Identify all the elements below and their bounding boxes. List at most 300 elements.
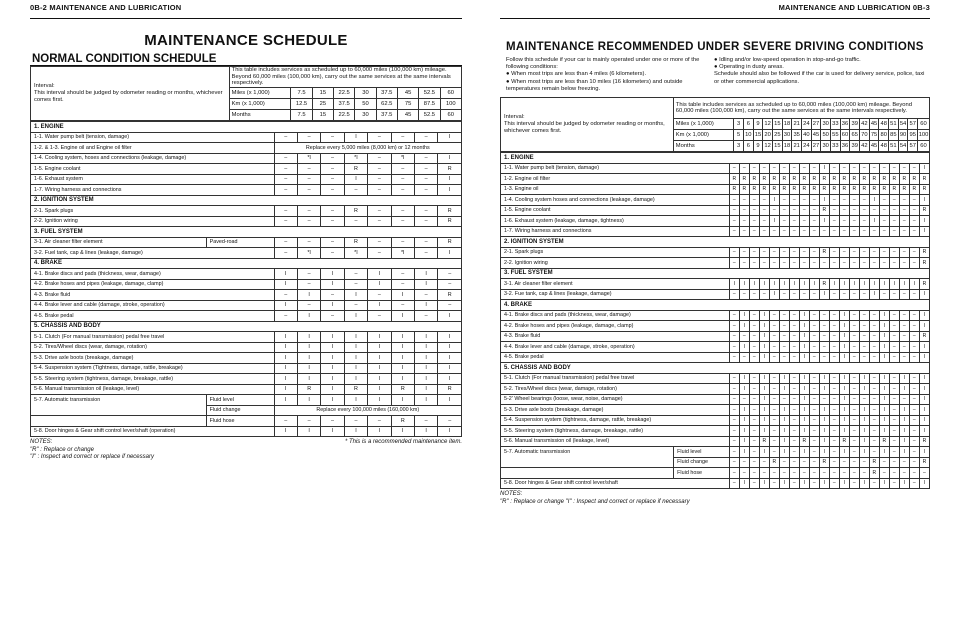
schedule-mark: I [368, 300, 391, 311]
schedule-mark: – [789, 216, 799, 227]
schedule-mark: I [919, 384, 929, 395]
interval-value: 95 [908, 130, 918, 141]
schedule-mark: – [274, 416, 297, 427]
schedule-mark: – [899, 342, 909, 353]
schedule-mark: I [779, 415, 789, 426]
schedule-mark: R [391, 416, 414, 427]
schedule-mark: I [438, 426, 462, 437]
schedule-mark: R [739, 174, 749, 185]
schedule-mark: R [879, 436, 889, 447]
schedule-mark: I [344, 426, 367, 437]
schedule-mark: I [274, 332, 297, 343]
schedule-mark: – [859, 321, 869, 332]
schedule-mark: – [739, 226, 749, 237]
interval-value: 50 [355, 99, 376, 110]
schedule-mark: – [769, 384, 779, 395]
schedule-mark: – [368, 290, 391, 301]
schedule-mark: – [391, 174, 414, 185]
schedule-mark: *I [297, 153, 320, 164]
schedule-row [31, 332, 462, 343]
interval-value: 60 [440, 88, 461, 99]
schedule-item: 3-2. Fuel tank, cap & lines (leakage, damage) [31, 248, 275, 259]
interval-value: 36 [840, 141, 850, 152]
schedule-row [501, 247, 930, 258]
schedule-mark: – [869, 331, 879, 342]
schedule-mark: – [344, 279, 367, 290]
schedule-mark: – [729, 205, 739, 216]
schedule-row [501, 436, 930, 447]
schedule-mark: I [739, 436, 749, 447]
interval-value: 39 [850, 141, 860, 152]
interval-value: 42 [860, 141, 870, 152]
schedule-mark: – [729, 289, 739, 300]
interval-value: 87.5 [419, 99, 440, 110]
schedule-mark: I [779, 405, 789, 416]
interval-value: 10 [743, 130, 753, 141]
schedule-mark: I [899, 405, 909, 416]
schedule-mark: I [344, 353, 367, 364]
schedule-mark: – [779, 163, 789, 174]
schedule-mark: – [829, 468, 839, 479]
interval-value: 30 [821, 141, 831, 152]
schedule-mark: – [839, 205, 849, 216]
schedule-mark: I [769, 216, 779, 227]
schedule-mark: I [391, 332, 414, 343]
schedule-mark: I [869, 216, 879, 227]
schedule-mark: I [869, 195, 879, 206]
schedule-mark: – [739, 394, 749, 405]
section-row [31, 122, 462, 133]
schedule-mark: R [919, 247, 929, 258]
schedule-mark: – [749, 163, 759, 174]
schedule-mark: I [859, 373, 869, 384]
schedule-mark: – [879, 247, 889, 258]
note-r: "R" : Replace or change [30, 446, 94, 453]
interval-value: 33 [831, 141, 841, 152]
schedule-mark: – [829, 321, 839, 332]
schedule-item [31, 405, 207, 416]
schedule-mark: I [789, 279, 799, 290]
schedule-mark: – [869, 384, 879, 395]
schedule-mark: I [759, 342, 769, 353]
schedule-mark: – [749, 447, 759, 458]
schedule-mark: – [779, 247, 789, 258]
schedule-mark: – [729, 331, 739, 342]
schedule-row [501, 468, 930, 479]
schedule-mark: – [849, 478, 859, 489]
interval-value: 100 [918, 130, 930, 141]
schedule-mark: – [391, 206, 414, 217]
section-row [31, 321, 462, 332]
schedule-mark: – [899, 321, 909, 332]
schedule-mark: I [919, 321, 929, 332]
schedule-mark: – [839, 289, 849, 300]
schedule-mark: – [879, 195, 889, 206]
schedule-item: 5-8. Door hinges & Gear shift control lever/shaft [501, 478, 730, 489]
schedule-mark: I [274, 353, 297, 364]
schedule-mark: I [859, 279, 869, 290]
schedule-mark: I [759, 373, 769, 384]
schedule-mark: R [344, 237, 367, 248]
schedule-item: 5-4. Suspension system (tightness, damage, rattle, breakage) [501, 415, 730, 426]
schedule-mark: – [849, 205, 859, 216]
schedule-item: 4-4. Brake lever and cable (damage, stroke, operation) [31, 300, 275, 311]
schedule-mark: – [391, 300, 414, 311]
schedule-mark: R [919, 174, 929, 185]
interval-value: 33 [831, 119, 841, 130]
schedule-mark: – [909, 415, 919, 426]
schedule-item: 4-3. Brake fluid [31, 290, 275, 301]
interval-value: 60 [440, 110, 461, 121]
schedule-item: 5-3. Drive axle boots (breakage, damage) [501, 405, 730, 416]
schedule-mark: R [297, 384, 320, 395]
schedule-mark: R [869, 468, 879, 479]
schedule-mark: – [809, 331, 819, 342]
schedule-mark: – [849, 436, 859, 447]
schedule-mark: R [919, 205, 929, 216]
schedule-mark: – [799, 247, 809, 258]
schedule-mark: I [779, 426, 789, 437]
schedule-mark: – [769, 447, 779, 458]
schedule-mark: I [799, 321, 809, 332]
schedule-row [31, 311, 462, 322]
schedule-mark: I [414, 353, 437, 364]
schedule-mark: – [829, 405, 839, 416]
schedule-row [31, 132, 462, 143]
schedule-mark: I [779, 436, 789, 447]
schedule-mark: I [438, 132, 462, 143]
schedule-mark: – [779, 310, 789, 321]
schedule-mark: – [759, 226, 769, 237]
schedule-mark: – [779, 321, 789, 332]
schedule-mark: R [839, 174, 849, 185]
schedule-row [501, 279, 930, 290]
schedule-mark: – [839, 457, 849, 468]
schedule-mark: – [414, 164, 437, 175]
schedule-mark: I [739, 405, 749, 416]
schedule-mark: I [799, 426, 809, 437]
schedule-mark: I [391, 426, 414, 437]
schedule-mark: I [909, 279, 919, 290]
schedule-mark: – [869, 478, 879, 489]
schedule-item: 4-5. Brake pedal [501, 352, 730, 363]
schedule-mark: – [739, 247, 749, 258]
schedule-mark: – [414, 237, 437, 248]
interval-value: 51 [889, 119, 899, 130]
schedule-mark: R [919, 457, 929, 468]
schedule-mark: – [779, 289, 789, 300]
schedule-mark: – [909, 163, 919, 174]
schedule-mark: – [869, 394, 879, 405]
schedule-mark: – [297, 269, 320, 280]
schedule-mark: I [729, 279, 739, 290]
interval-value: 3 [734, 141, 744, 152]
schedule-row [31, 153, 462, 164]
schedule-mark: – [889, 405, 899, 416]
schedule-mark: – [829, 247, 839, 258]
schedule-mark: I [321, 395, 344, 406]
schedule-mark: – [869, 321, 879, 332]
schedule-mark: – [849, 331, 859, 342]
schedule-mark: – [759, 247, 769, 258]
schedule-mark: R [749, 174, 759, 185]
schedule-mark: – [297, 416, 320, 427]
schedule-mark: I [919, 394, 929, 405]
schedule-item: 1-3. Engine oil [501, 184, 730, 195]
schedule-item: 4-3. Brake fluid [501, 331, 730, 342]
schedule-mark: I [344, 332, 367, 343]
schedule-item: 2-1. Spark plugs [501, 247, 730, 258]
schedule-mark: I [839, 321, 849, 332]
schedule-mark: – [344, 269, 367, 280]
schedule-mark: – [859, 310, 869, 321]
schedule-mark: – [789, 163, 799, 174]
schedule-mark: I [919, 415, 929, 426]
schedule-mark: – [789, 195, 799, 206]
schedule-mark: I [839, 405, 849, 416]
schedule-mark: I [799, 373, 809, 384]
schedule-mark: – [839, 226, 849, 237]
schedule-mark: – [739, 205, 749, 216]
schedule-mark: – [414, 174, 437, 185]
schedule-mark: – [859, 163, 869, 174]
schedule-mark: R [344, 164, 367, 175]
schedule-mark: I [759, 384, 769, 395]
schedule-mark: I [368, 384, 391, 395]
schedule-mark: – [769, 352, 779, 363]
interval-value: 50 [821, 130, 831, 141]
schedule-row [31, 374, 462, 385]
schedule-mark: I [368, 332, 391, 343]
schedule-mark: – [909, 478, 919, 489]
schedule-mark: R [344, 206, 367, 217]
section-row [501, 300, 930, 311]
schedule-mark: R [899, 184, 909, 195]
schedule-mark: – [889, 205, 899, 216]
running-head-right: MAINTENANCE AND LUBRICATION 0B-3 [500, 0, 930, 19]
schedule-mark: R [919, 258, 929, 269]
schedule-mark: I [297, 311, 320, 322]
schedule-mark: – [739, 457, 749, 468]
schedule-item: 5-8. Door hinges & Gear shift control lever/shaft (operation) [31, 426, 275, 437]
severe-interval-header-table [500, 97, 930, 152]
schedule-mark: – [321, 185, 344, 196]
schedule-mark: R [438, 206, 462, 217]
schedule-mark: – [321, 206, 344, 217]
schedule-mark: – [414, 216, 437, 227]
interval-label: Km (x 1,000) [673, 130, 734, 141]
schedule-mark: – [849, 342, 859, 353]
interval-value: 54 [898, 119, 908, 130]
schedule-mark: I [438, 353, 462, 364]
schedule-mark: – [809, 310, 819, 321]
schedule-mark: I [919, 352, 929, 363]
schedule-mark: – [889, 310, 899, 321]
schedule-mark: I [879, 405, 889, 416]
schedule-mark: I [779, 279, 789, 290]
schedule-mark: – [889, 373, 899, 384]
section-row [501, 237, 930, 248]
schedule-mark: I [879, 321, 889, 332]
schedule-mark: – [739, 352, 749, 363]
interval-value: 30 [821, 119, 831, 130]
schedule-mark: – [859, 205, 869, 216]
section-heading: 4. BRAKE [31, 258, 462, 269]
schedule-mark: – [274, 132, 297, 143]
schedule-mark: I [849, 279, 859, 290]
schedule-mark: – [749, 478, 759, 489]
schedule-mark: – [899, 468, 909, 479]
schedule-mark: I [899, 384, 909, 395]
schedule-mark: I [297, 342, 320, 353]
interval-value: 70 [860, 130, 870, 141]
schedule-mark: – [739, 331, 749, 342]
schedule-item: 1-4. Cooling system, hoses and connections (leakage, damage) [31, 153, 275, 164]
schedule-mark: – [909, 289, 919, 300]
schedule-mark: – [889, 258, 899, 269]
schedule-mark: – [789, 342, 799, 353]
interval-value: 52.5 [419, 88, 440, 99]
schedule-mark: I [879, 373, 889, 384]
schedule-mark: – [909, 447, 919, 458]
severe-notes [500, 491, 930, 506]
interval-value: 37.5 [376, 88, 397, 99]
schedule-item: 5-7. Automatic transmission [501, 447, 674, 458]
schedule-item: 5-5. Steering system (tightness, damage, breakage, rattle) [31, 374, 275, 385]
schedule-mark: – [829, 216, 839, 227]
schedule-mark: I [829, 279, 839, 290]
schedule-mark: R [849, 184, 859, 195]
notes-label: NOTES: [30, 439, 53, 445]
schedule-mark: – [829, 352, 839, 363]
schedule-mark: I [779, 447, 789, 458]
schedule-mark: – [809, 447, 819, 458]
schedule-mark: – [769, 415, 779, 426]
schedule-mark: – [859, 468, 869, 479]
interval-value: 3 [734, 119, 744, 130]
schedule-mark: – [789, 415, 799, 426]
schedule-mark: I [889, 279, 899, 290]
schedule-mark: – [849, 226, 859, 237]
schedule-mark: – [391, 269, 414, 280]
schedule-mark: – [879, 457, 889, 468]
schedule-row [31, 426, 462, 437]
schedule-mark: – [759, 163, 769, 174]
schedule-mark: I [919, 289, 929, 300]
schedule-mark: – [749, 342, 759, 353]
schedule-mark: I [819, 415, 829, 426]
schedule-mark: – [819, 310, 829, 321]
schedule-mark: – [749, 352, 759, 363]
schedule-mark: R [809, 174, 819, 185]
schedule-mark: I [438, 332, 462, 343]
schedule-mark: – [909, 373, 919, 384]
schedule-mark: – [849, 384, 859, 395]
schedule-mark: – [829, 226, 839, 237]
schedule-mark: I [799, 279, 809, 290]
schedule-mark: I [297, 290, 320, 301]
schedule-row [31, 353, 462, 364]
schedule-mark: – [779, 352, 789, 363]
schedule-mark: – [749, 394, 759, 405]
schedule-mark: R [879, 174, 889, 185]
schedule-mark: – [769, 163, 779, 174]
schedule-mark: I [839, 426, 849, 437]
interval-value: 54 [898, 141, 908, 152]
schedule-mark: I [414, 332, 437, 343]
schedule-mark: I [759, 478, 769, 489]
schedule-mark: I [759, 426, 769, 437]
schedule-mark: I [759, 405, 769, 416]
schedule-mark: – [899, 394, 909, 405]
schedule-item: 3-1. Air cleaner filter element [31, 237, 207, 248]
interval-value: 85 [889, 130, 899, 141]
schedule-subitem: Fluid level [674, 447, 730, 458]
interval-value: 100 [440, 99, 461, 110]
schedule-mark: – [889, 195, 899, 206]
schedule-mark: I [799, 310, 809, 321]
schedule-mark: – [769, 394, 779, 405]
left-page [0, 0, 470, 621]
schedule-mark: R [819, 184, 829, 195]
schedule-mark: – [879, 163, 889, 174]
schedule-mark: I [799, 415, 809, 426]
interval-value: 57 [908, 119, 918, 130]
schedule-mark: – [749, 331, 759, 342]
schedule-mark: – [809, 216, 819, 227]
schedule-mark: I [769, 289, 779, 300]
schedule-mark: – [297, 237, 320, 248]
schedule-mark: – [769, 258, 779, 269]
schedule-mark: I [809, 279, 819, 290]
schedule-mark: – [849, 258, 859, 269]
schedule-mark: – [859, 457, 869, 468]
interval-value: 22.5 [334, 110, 355, 121]
schedule-row [501, 394, 930, 405]
schedule-mark: – [809, 405, 819, 416]
schedule-mark: I [769, 195, 779, 206]
intro-text [506, 57, 930, 93]
interval-value: 6 [743, 119, 753, 130]
schedule-mark: I [274, 363, 297, 374]
interval-note: Interval: This interval should be judged by odometer reading or months, whichever comes first. [31, 67, 230, 121]
schedule-mark: I [839, 352, 849, 363]
schedule-mark: – [849, 321, 859, 332]
schedule-mark: I [344, 342, 367, 353]
schedule-mark: – [889, 216, 899, 227]
schedule-mark: – [809, 226, 819, 237]
interval-value: 15 [772, 119, 782, 130]
schedule-mark: – [829, 478, 839, 489]
interval-label: Miles (x 1,000) [229, 88, 291, 99]
schedule-mark: – [829, 289, 839, 300]
schedule-mark: – [789, 289, 799, 300]
schedule-mark: – [879, 289, 889, 300]
schedule-mark: I [759, 352, 769, 363]
schedule-row [501, 258, 930, 269]
schedule-mark: – [391, 185, 414, 196]
interval-value: 15 [772, 141, 782, 152]
schedule-mark: – [859, 258, 869, 269]
schedule-mark: – [839, 247, 849, 258]
interval-value: 18 [782, 141, 792, 152]
schedule-mark: – [789, 331, 799, 342]
schedule-mark: – [819, 258, 829, 269]
schedule-row [31, 248, 462, 259]
section-heading: 5. CHASSIS AND BODY [31, 321, 462, 332]
schedule-mark: R [769, 457, 779, 468]
schedule-mark: I [391, 363, 414, 374]
